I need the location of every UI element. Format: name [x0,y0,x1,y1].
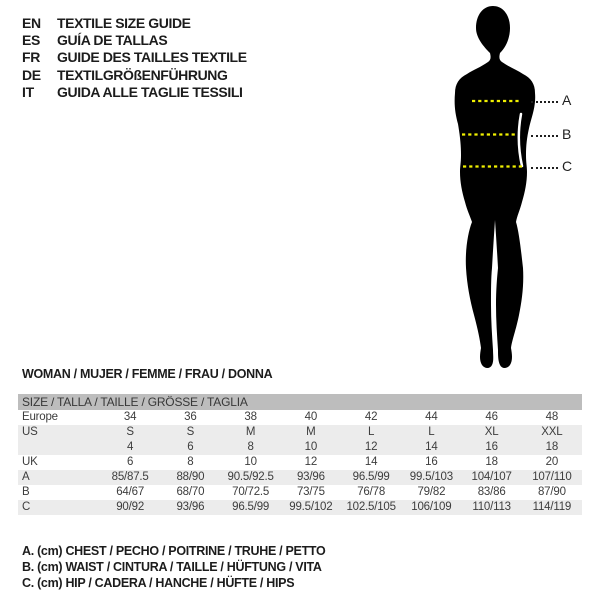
size-table-row [18,470,582,485]
size-value-cell: S [186,426,195,438]
woman-silhouette [455,6,536,368]
legend-line: A. (cm) CHEST / PECHO / POITRINE / TRUHE / PETTO [22,544,326,558]
size-table-row [18,425,582,440]
size-value-cell: 36 [184,411,197,423]
size-value-cell: L [368,426,375,438]
size-value-cell: 8 [187,456,194,468]
language-row [22,66,247,83]
language-title: GUÍA DE TALLAS [57,32,168,49]
size-value-cell: 87/90 [537,486,566,498]
size-value-cell: 114/119 [532,501,572,513]
size-value-cell: 106/109 [411,501,452,513]
size-value-cell: 10 [304,441,318,453]
size-value-cell: 18 [485,456,498,468]
language-row [22,31,247,48]
size-value-cell: M [306,426,316,438]
size-value-cell: 64/67 [116,486,145,498]
size-value-cell: 12 [304,456,318,468]
size-value-cell: 20 [545,456,559,468]
language-row [22,84,247,101]
size-value-cell: 6 [187,441,194,453]
size-value-cell: 93/96 [296,471,325,483]
size-value-cell: 10 [244,456,257,468]
size-value-cell: 38 [244,411,257,423]
size-value-cell: 85/87.5 [111,471,149,483]
size-table [18,394,582,515]
language-code: EN [22,14,41,31]
size-table-row [18,500,582,515]
size-table-row [18,410,582,425]
row-label: US [22,426,38,438]
language-title: GUIDE DES TAILLES TEXTILE [57,49,247,66]
woman-figure [410,0,600,380]
size-table-header: SIZE / TALLA / TAILLE / GRÖSSE / TAGLIA [18,394,582,410]
measure-pointer-line [531,135,558,137]
size-value-cell: 14 [425,441,438,453]
language-row [22,14,247,31]
size-value-cell: 48 [545,411,559,423]
size-value-cell: M [245,426,256,438]
size-value-cell: 83/86 [477,486,506,498]
row-label: Europe [22,411,58,423]
size-value-cell: XXL [541,426,563,438]
size-table-row [18,485,582,500]
language-title-list [22,14,247,101]
size-value-cell: 104/107 [471,471,512,483]
size-value-cell: 42 [364,411,378,423]
size-value-cell: 76/78 [357,486,386,498]
size-value-cell: 18 [545,441,559,453]
size-value-cell: 6 [127,456,134,468]
size-value-cell: 70/72.5 [232,486,270,498]
row-label: C [22,501,31,513]
language-row [22,49,247,66]
size-value-cell: 90.5/92.5 [227,471,274,483]
size-value-cell: S [126,426,134,438]
legend-line: B. (cm) WAIST / CINTURA / TAILLE / HÜFTUNG / VITA [22,560,322,574]
language-code: ES [22,32,41,49]
language-code: DE [22,66,41,83]
size-value-cell: 93/96 [176,501,205,513]
row-label: UK [22,456,38,468]
legend-line: C. (cm) HIP / CADERA / HANCHE / HÜFTE / HIPS [22,576,295,590]
language-code: FR [22,49,41,66]
section-title: WOMAN / MUJER / FEMME / FRAU / DONNA [22,367,273,381]
size-value-cell: 96.5/99 [352,471,390,483]
size-value-cell: 44 [425,411,438,423]
measure-pointer-line [531,101,558,103]
size-value-cell: 68/70 [176,486,205,498]
size-value-cell: 8 [247,441,254,453]
measure-label: B [562,125,572,142]
size-value-cell: 16 [485,441,498,453]
size-value-cell: 40 [304,411,318,423]
row-label [18,440,100,455]
language-title: TEXTILE SIZE GUIDE [57,14,191,31]
measurement-legend [22,543,325,591]
size-value-cell: 96.5/99 [232,501,270,513]
size-table-row [18,455,582,470]
language-title: TEXTILGRÖßENFÜHRUNG [57,66,228,83]
row-label: B [22,486,30,498]
size-value-cell: 12 [364,441,378,453]
size-value-cell: 4 [127,441,134,453]
size-value-cell: 99.5/103 [409,471,453,483]
size-value-cell: 102.5/105 [346,501,396,513]
size-value-cell: XL [484,426,499,438]
size-value-cell: 90/92 [116,501,145,513]
size-value-cell: 79/82 [417,486,446,498]
size-value-cell: 46 [485,411,498,423]
size-value-cell: 110/113 [472,501,511,513]
size-value-cell: 16 [425,456,438,468]
size-value-cell: 88/90 [176,471,205,483]
size-value-cell: 34 [123,411,137,423]
size-value-cell: 107/110 [532,471,572,483]
size-value-cell: L [428,426,435,438]
measure-label: C [562,157,573,174]
language-code: IT [22,84,34,101]
row-label: A [22,471,30,483]
size-value-cell: 73/75 [296,486,325,498]
size-value-cell: 99.5/102 [289,501,333,513]
size-table-row [18,440,582,455]
language-title: GUIDA ALLE TAGLIE TESSILI [57,84,243,101]
measure-pointer-line [531,167,558,169]
size-value-cell: 14 [364,456,378,468]
measure-label: A [562,92,572,108]
